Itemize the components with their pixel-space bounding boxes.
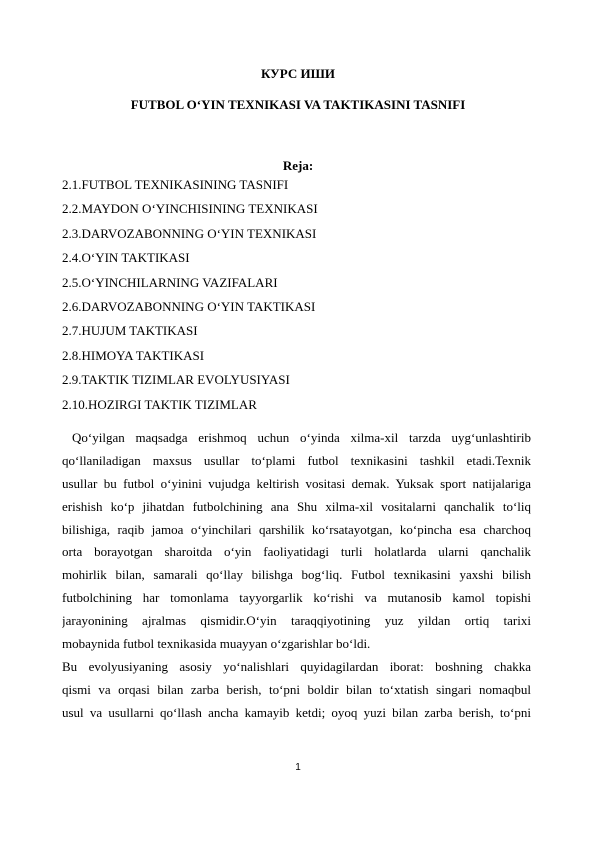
body-line: Bu evolyusiyaning asosiy yo‘nalishlari quyidagilardan iborat: boshning chakka xyxy=(62,658,531,674)
plan-item: 2.9.TAKTIK TIZIMLAR EVOLYUSIYASI xyxy=(62,372,290,388)
plan-item: 2.6.DARVOZABONNING O‘YIN TAKTIKASI xyxy=(62,299,316,315)
plan-item: 2.5.O‘YINCHILARNING VAZIFALARI xyxy=(62,274,278,290)
plan-item: 2.2.MAYDON O‘YINCHISINING TEXNIKASI xyxy=(62,201,318,217)
body-line: Qo‘yilgan maqsadga erishmoq uchun o‘yinda xilma-xil tarzda uyg‘unlashtirib xyxy=(72,430,531,445)
body-line: orta borayotgan sharoitda o‘yin faoliyatidagi turli holatlarda ularni qanchalik xyxy=(62,544,531,560)
document-title: FUTBOL O‘YIN TEXNIKASI VA TAKTIKASINI TASNIFI xyxy=(130,97,466,112)
body-line: qo‘llaniladigan maxsus usullar to‘plami futbol texnikasini tashkil etadi.Texnik xyxy=(62,452,531,468)
plan-item: 2.3.DARVOZABONNING O‘YIN TEXNIKASI xyxy=(62,225,317,241)
plan-item: 2.1.FUTBOL TEXNIKASINING TASNIFI xyxy=(62,177,289,192)
body-line: bilishiga, raqib jamoa o‘yinchilari qarshilik ko‘rsatayotgan, ko‘pincha esa charchoq xyxy=(62,521,531,537)
body-line: usullar bu futbol o‘yinini vujudga keltirish vositasi demak. Yuksak sport natijalariga xyxy=(62,475,531,491)
body-line: usul va usullarni qo‘llash ancha kamayib ketdi; oyoq yuzi bilan zarba berish, to‘pni xyxy=(62,704,531,720)
plan-item: 2.7.HUJUM TAKTIKASI xyxy=(62,323,198,339)
body-line: erishish ko‘p jihatdan futbolchining ana Shu xilma-xil vositalarni qanchalik to‘liq xyxy=(62,498,531,514)
body-text xyxy=(62,427,531,725)
plan-heading: Reja: xyxy=(282,158,314,173)
course-label: КУРС ИШИ xyxy=(261,66,335,81)
page-number: 1 xyxy=(295,762,301,773)
plan-item: 2.8.HIMOYA TAKTIKASI xyxy=(62,347,205,363)
body-line: jarayonining ajralmas qismidir.O‘yin taraqqiyotining yuz yildan ortiq tarixi xyxy=(62,613,531,629)
body-line: mohirlik bilan, samarali qo‘llay bilishga bog‘liq. Futbol texnikasini yaxshi bilish xyxy=(62,567,531,583)
body-line: futbolchining har tomonlama tayyorgarlik ko‘rishi va mutanosib kamol topishi xyxy=(62,590,531,606)
body-line: qismi va orqasi bilan zarba berish, to‘pni boldir bilan to‘xtatish singari nomaqbul xyxy=(62,681,531,697)
plan-item: 2.10.HOZIRGI TAKTIK TIZIMLAR xyxy=(62,396,257,412)
body-line: mobaynida futbol texnikasida muayyan o‘zgarishlar bo‘ldi. xyxy=(62,636,371,652)
plan-item: 2.4.O‘YIN TAKTIKASI xyxy=(62,250,190,266)
plan-list xyxy=(62,173,318,417)
